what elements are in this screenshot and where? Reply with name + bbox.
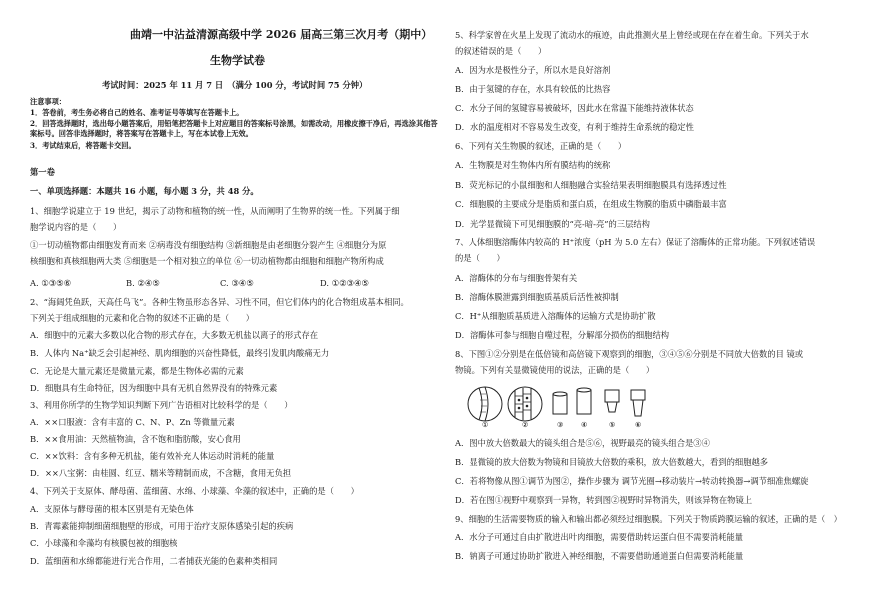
q1-line-1: 1、细胞学说建立于 19 世纪，揭示了动物和植物的统一性，从而阐明了生物界的统一性。下列属于细 [30,206,400,216]
q4-option-c: C．小球藻和伞藻均有核膜包被的细胞核 [30,538,178,548]
q1-option-b: B. ②④⑤ [126,278,160,288]
objective-5 [605,390,619,412]
q1-option-a: A. ①③⑤⑥ [30,278,72,288]
label-4: ④ [581,421,588,428]
exam-title: 曲靖一中沾益清源高级中学 2026 届高三第三次月考（期中） [130,28,433,41]
q5-option-d: D．水的温度相对不容易发生改变，有利于维持生命系统的稳定性 [455,122,694,132]
eyepiece-3 [553,392,567,414]
label-5: ⑤ [609,421,616,428]
q3-stem: 3、利用你所学的生物学知识判断下列广告语相对比较科学的是（ ） [30,400,293,410]
q2-option-d: D．细胞具有生命特征，因为细胞中具有无机自然界没有的特殊元素 [30,383,278,393]
label-2: ② [522,421,529,428]
q9-option-a: A．水分子可通过自由扩散进出叶肉细胞，需要借助转运蛋白但不需要消耗能量 [455,532,744,542]
q8-option-b: B．显微镜的放大倍数为物镜和目镜放大倍数的乘积，放大倍数越大，看到的细胞越多 [455,457,769,467]
microscope-diagram [465,384,675,428]
label-6: ⑥ [635,421,642,428]
field-of-view-2 [508,387,542,421]
q6-stem: 6、下列有关生物膜的叙述，正确的是（ ） [455,141,627,151]
q8-option-d: D．若在图①视野中观察到一异物，转到图②视野时异物消失，则该异物在物镜上 [455,495,753,505]
q3-option-c: C．××饮料：含有多种无机盐，能有效补充人体运动时消耗的能量 [30,451,275,461]
q2-line-2: 下列关于组成细胞的元素和化合物的叙述不正确的是（ ） [30,313,255,323]
part-label: 第一卷 [30,167,55,177]
q5-line-1: 5、科学家曾在火星上发现了流动水的痕迹，由此推测火星上曾经或现在存在着生命。下列关于水 [455,30,809,40]
q8-line-2: 物镜。下列有关显微镜使用的说法，正确的是（ ） [455,365,655,375]
eyepiece-4 [577,388,591,414]
notes-title: 注意事项： [30,97,66,106]
section-heading: 一、单项选择题：本题共 16 小题，每小题 3 分，共 48 分。 [30,186,259,196]
q8-line-1: 8、下图①②分别是在低倍镜和高倍镜下观察到的细胞，③④⑤⑥分别是不同放大倍数的目 镜或 [455,349,804,359]
exam-subtitle: 生物学试卷 [210,54,265,67]
q8-option-c: C．若将物像从图①调节为图②，操作步骤为 调节光圈→移动装片→转动转换器→调节细准焦螺旋 [455,476,809,486]
q9-stem: 9、细胞的生活需要物质的输入和输出都必须经过细胞膜。下列关于物质跨膜运输的叙述，正确的是（ ） [455,514,842,524]
q6-option-b: B．荧光标记的小鼠细胞和人细胞融合实验结果表明细胞膜具有选择透过性 [455,180,727,190]
q4-stem: 4、下列关于支原体、酵母菌、蓝细菌、水绵、小球藻、伞藻的叙述中，正确的是（ ） [30,486,359,496]
q6-option-c: C．细胞膜的主要成分是脂质和蛋白质，在组成生物膜的脂质中磷脂最丰富 [455,199,727,209]
field-of-view-1 [468,387,502,421]
q1-option-c: C. ③④⑤ [220,278,254,288]
q3-option-a: A．××口服液：含有丰富的 C、N、P、Zn 等微量元素 [30,417,235,427]
q8-option-a: A．图中放大倍数最大的镜头组合是⑤⑥，视野最亮的镜头组合是③④ [455,438,710,448]
q2-line-1: 2、“海阔凭鱼跃，天高任鸟飞”。各种生物虽形态各异、习性不同，但它们体内的化合物组成基本相同。 [30,297,409,307]
q6-option-a: A．生物膜是对生物体内所有膜结构的统称 [455,160,611,170]
q7-option-b: B．溶酶体膜泄露到细胞质基质后活性被抑制 [455,292,619,302]
note-1: 1．答卷前，考生务必将自己的姓名、准考证号等填写在答题卡上。 [30,108,244,117]
q7-option-d: D．溶酶体可参与细胞自噬过程，分解部分损伤的细胞结构 [455,330,670,340]
q3-option-b: B．××食用油：天然植物油，含不饱和脂肪酸，安心食用 [30,434,241,444]
q3-option-d: D．××八宝粥：由桂圆、红豆、糯米等精制而成，不含糖，食用无负担 [30,468,292,478]
q7-option-a: A．溶酶体的分布与细胞骨架有关 [455,273,578,283]
q2-option-c: C．无论是大量元素还是微量元素，都是生物体必需的元素 [30,366,244,376]
q7-option-c: C．H⁺从细胞质基质进入溶酶体的运输方式是协助扩散 [455,311,656,321]
note-2: 2．回答选择题时，选出每小题答案后，用铅笔把答题卡上对应题目的答案标号涂黑，如需改动，用橡皮擦干净后，再选涂其他答案标号。回答非选择题时，将答案写在答题卡上，写在本试卷上无效。 [30,119,438,138]
q4-option-b: B．青霉素能抑制细菌细胞壁的形成，可用于治疗支原体感染引起的疾病 [30,521,294,531]
objective-6 [631,390,645,416]
q6-option-d: D．光学显微镜下可见细胞膜的“亮-暗-亮”的三层结构 [455,219,650,229]
q5-line-2: 的叙述错误的是（ ） [455,46,547,56]
q4-option-a: A．支原体与酵母菌的根本区别是有无染色体 [30,504,194,514]
q2-option-b: B．人体内 Na⁺缺乏会引起神经、肌肉细胞的兴奋性降低，最终引发肌肉酸痛无力 [30,348,330,358]
q1-line-3: ①一切动植物都由细胞发育而来 ②病毒没有细胞结构 ③新细胞是由老细胞分裂产生 ④细胞分为原 [30,240,387,250]
label-3: ③ [557,421,564,428]
q5-option-c: C．水分子间的氢键容易被破坏，因此水在常温下能维持液体状态 [455,103,694,113]
q9-option-b: B．钠离子可通过协助扩散进入神经细胞，不需要借助通道蛋白但需要消耗能量 [455,551,744,561]
q1-line-2: 胞学说内容的是（ ） [30,222,122,232]
q1-line-4: 核细胞和真核细胞两大类 ⑤细胞是一个相对独立的单位 ⑥一切动植物都由细胞和细胞产物所构成 [30,256,384,266]
q5-option-b: B．由于氢键的存在，水具有较低的比热容 [455,84,611,94]
q4-option-d: D．蓝细菌和水绵都能进行光合作用，二者捕获光能的色素种类相同 [30,556,278,566]
q7-line-2: 的是（ ） [455,253,505,263]
label-1: ① [482,421,489,428]
exam-info: 考试时间：2025 年 11 月 7 日 （满分 100 分，考试时间 75 分钟） [102,80,368,90]
q2-option-a: A．细胞中的元素大多数以化合物的形式存在，大多数无机盐以离子的形式存在 [30,330,319,340]
q5-option-a: A．因为水是极性分子，所以水是良好溶剂 [455,65,611,75]
q7-line-1: 7、人体细胞溶酶体内较高的 H⁺浓度（pH 为 5.0 左右）保证了溶酶体的正常功能。下列叙述错误 [455,237,816,247]
note-3: 3．考试结束后，将答题卡交回。 [30,141,136,150]
q1-option-d: D. ①②③④⑤ [320,278,369,288]
